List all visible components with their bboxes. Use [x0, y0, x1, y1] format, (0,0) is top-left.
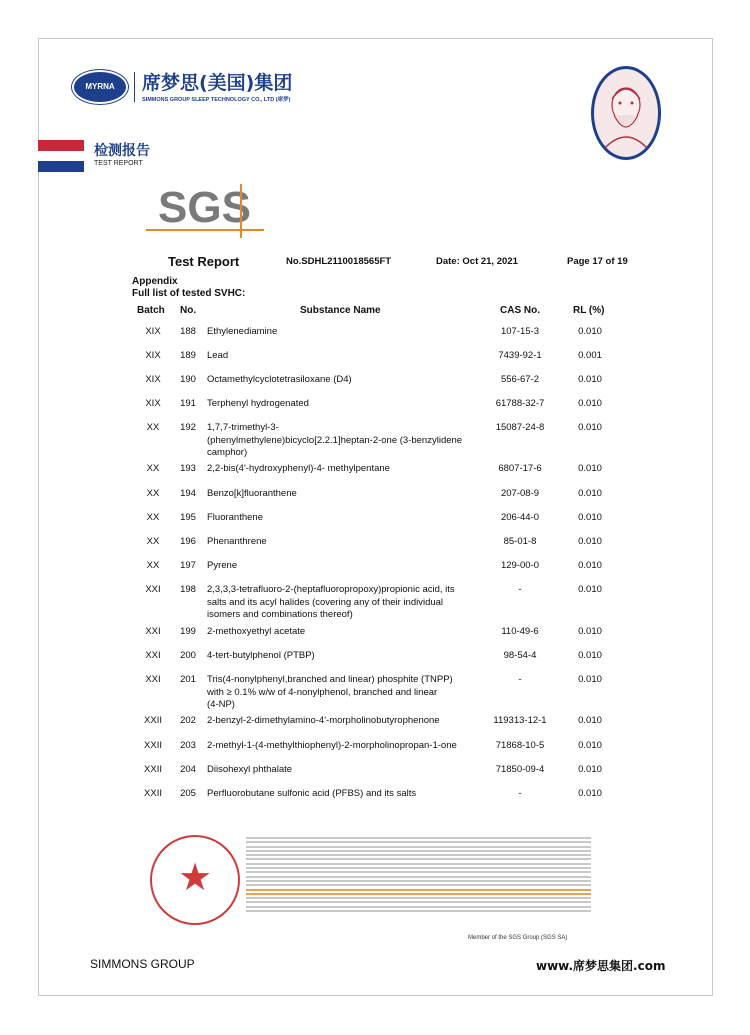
- cell-no: 204: [180, 764, 196, 775]
- cell-cas: 107-15-3: [500, 326, 540, 337]
- cell-cas: 6807-17-6: [498, 463, 542, 474]
- cell-rl: 0.010: [578, 650, 602, 661]
- cell-substance: 2-benzyl-2-dimethylamino-4'-morpholinobutyrophenone: [207, 715, 440, 726]
- cell-substance: [207, 584, 471, 622]
- cell-no: 192: [180, 422, 196, 433]
- cell-substance: Ethylenediamine: [207, 326, 278, 337]
- cell-no: 195: [180, 512, 196, 523]
- dutch-flag-icon: [38, 140, 84, 172]
- cell-rl: 0.010: [578, 488, 602, 499]
- cell-rl: 0.010: [578, 536, 602, 547]
- column-header-rl: RL (%): [573, 305, 605, 316]
- cell-substance-line-2: with ≥ 0.1% w/w of 4-nonylphenol, branched and linear: [207, 686, 438, 698]
- cell-rl: 0.010: [578, 398, 602, 409]
- cell-batch: XX: [146, 488, 160, 499]
- inspection-stamp: [150, 835, 240, 925]
- cell-cas: 61788-32-7: [495, 398, 545, 409]
- cell-substance: Diisohexyl phthalate: [207, 764, 293, 775]
- cell-no: 205: [180, 788, 196, 799]
- cell-batch: XXI: [145, 674, 161, 685]
- cell-no: 201: [180, 674, 196, 685]
- cell-rl: 0.010: [578, 560, 602, 571]
- cell-batch: XIX: [145, 326, 161, 337]
- cell-substance: 2,2-bis(4'-hydroxyphenyl)-4- methylpentane: [207, 463, 390, 474]
- cell-rl: 0.001: [578, 350, 602, 361]
- cell-substance: Pyrene: [207, 560, 238, 571]
- cell-substance: Fluoranthene: [207, 512, 263, 523]
- cell-no: 190: [180, 374, 196, 385]
- cell-batch: XXI: [145, 650, 161, 661]
- sgs-logo-text: SGS: [158, 183, 251, 232]
- cell-cas: 207-08-9: [500, 488, 540, 499]
- cell-substance: Perfluorobutane sulfonic acid (PFBS) and its salts: [207, 788, 417, 799]
- column-header-batch: Batch: [137, 305, 165, 316]
- report-number: No.SDHL2110018565FT: [286, 256, 392, 267]
- cell-no: 200: [180, 650, 196, 661]
- footer-website: www.席梦思集团.com: [536, 959, 666, 973]
- terms-footer-block: [150, 835, 620, 943]
- cell-cas: 71868-10-5: [495, 740, 545, 751]
- cell-cas: 556-67-2: [500, 374, 540, 385]
- cell-batch: XX: [146, 422, 160, 433]
- cell-rl: 0.010: [578, 374, 602, 385]
- cell-rl: 0.010: [578, 715, 602, 726]
- footer-company-name: SIMMONS GROUP: [90, 957, 195, 971]
- cell-cas: -: [518, 584, 522, 595]
- sgs-member-text: Member of the SGS Group (SGS SA): [468, 935, 568, 941]
- star-icon: ★: [178, 857, 213, 899]
- cell-substance-line-2: salts and its acyl halides (covering any of their individual: [207, 596, 444, 608]
- cell-batch: XXII: [144, 764, 162, 775]
- appendix-subtitle: Full list of tested SVHC:: [132, 288, 246, 299]
- report-date: Date: Oct 21, 2021: [436, 256, 518, 267]
- cell-batch: XX: [146, 463, 160, 474]
- cell-rl: 0.010: [578, 740, 602, 751]
- cell-cas: 7439-92-1: [498, 350, 542, 361]
- cell-rl: 0.010: [578, 674, 602, 685]
- cell-batch: XXII: [144, 740, 162, 751]
- cell-rl: 0.010: [578, 422, 602, 433]
- cell-no: 198: [180, 584, 196, 595]
- appendix-heading: [132, 276, 245, 300]
- cell-batch: XIX: [145, 374, 161, 385]
- cell-substance: 4-tert-butylphenol (PTBP): [207, 650, 315, 661]
- cell-batch: XIX: [145, 398, 161, 409]
- cell-cas: 98-54-4: [503, 650, 537, 661]
- column-header-no: No.: [180, 305, 197, 316]
- terms-fine-print: [246, 837, 591, 914]
- cell-substance-line-3: camphor): [207, 447, 248, 458]
- report-title: Test Report: [168, 254, 240, 269]
- cell-batch: XXI: [145, 584, 161, 595]
- cell-cas: 119313-12-1: [493, 715, 547, 726]
- report-page-number: Page 17 of 19: [567, 256, 628, 267]
- cell-substance: Terphenyl hydrogenated: [207, 398, 309, 409]
- cell-rl: 0.010: [578, 764, 602, 775]
- cell-no: 203: [180, 740, 196, 751]
- cell-rl: 0.010: [578, 584, 602, 595]
- cell-batch: XX: [146, 512, 160, 523]
- report-title-cn: 检测报告: [94, 143, 150, 159]
- cell-batch: XXII: [144, 788, 162, 799]
- cell-rl: 0.010: [578, 788, 602, 799]
- cell-cas: 15087-24-8: [495, 422, 545, 433]
- brand-divider: [134, 72, 135, 102]
- cell-substance-line-1: Tris(4-nonylphenyl,branched and linear) phosphite (TNPP): [207, 674, 453, 685]
- brand-name-en: SIMMONS GROUP SLEEP TECHNOLOGY CO., LTD (席梦): [142, 97, 291, 103]
- cell-no: 196: [180, 536, 196, 547]
- cell-rl: 0.010: [578, 463, 602, 474]
- cell-no: 189: [180, 350, 196, 361]
- cell-substance: 2-methyl-1-(4-methylthiophenyl)-2-morpholinopropan-1-one: [207, 740, 457, 751]
- cell-substance-line-1: 2,3,3,3-tetrafluoro-2-(heptafluoropropoxy)propionic acid, its: [207, 584, 455, 595]
- cell-no: 191: [180, 398, 196, 409]
- cell-substance-line-2: (phenylmethylene)bicyclo[2.2.1]heptan-2-one (3-benzylidene: [207, 434, 463, 446]
- cell-batch: XX: [146, 536, 160, 547]
- cell-no: 194: [180, 488, 196, 499]
- cell-cas: 110-49-6: [501, 626, 539, 637]
- cell-substance: Benzo[k]fluoranthene: [207, 488, 297, 499]
- founder-portrait-emblem: [591, 66, 661, 160]
- cell-batch: XIX: [145, 350, 161, 361]
- cell-substance-line-3: (4-NP): [207, 699, 235, 710]
- cell-substance: [207, 674, 471, 712]
- cell-substance-line-1: 1,7,7-trimethyl-3-: [207, 422, 279, 433]
- cell-rl: 0.010: [578, 512, 602, 523]
- cell-cas: 71850-09-4: [495, 764, 545, 775]
- sgs-logo: [146, 180, 276, 240]
- cell-no: 188: [180, 326, 196, 337]
- myrna-logo: MYRNA: [72, 70, 128, 104]
- cell-batch: XXII: [144, 715, 162, 726]
- brand-name-cn: 席梦思(美国)集团: [142, 72, 293, 94]
- cell-no: 197: [180, 560, 196, 571]
- cell-cas: 129-00-0: [500, 560, 540, 571]
- cell-no: 202: [180, 715, 196, 726]
- appendix-title: Appendix: [132, 276, 178, 287]
- cell-rl: 0.010: [578, 626, 602, 637]
- cell-no: 199: [180, 626, 196, 637]
- cell-substance: [207, 422, 471, 460]
- cell-cas: -: [518, 674, 522, 685]
- cell-substance: 2-methoxyethyl acetate: [207, 626, 306, 637]
- cell-rl: 0.010: [578, 326, 602, 337]
- column-header-cas: CAS No.: [500, 305, 540, 316]
- cell-substance: Octamethylcyclotetrasiloxane (D4): [207, 374, 352, 385]
- column-header-substance: Substance Name: [300, 305, 381, 316]
- report-title-en: TEST REPORT: [94, 160, 143, 167]
- cell-substance: Phenanthrene: [207, 536, 267, 547]
- cell-cas: 85-01-8: [503, 536, 537, 547]
- cell-cas: 206-44-0: [500, 512, 540, 523]
- cell-substance: Lead: [207, 350, 229, 361]
- cell-batch: XXI: [145, 626, 161, 637]
- cell-no: 193: [180, 463, 196, 474]
- cell-cas: -: [518, 788, 522, 799]
- cell-batch: XX: [146, 560, 160, 571]
- cell-substance-line-3: isomers and combinations thereof): [207, 609, 353, 620]
